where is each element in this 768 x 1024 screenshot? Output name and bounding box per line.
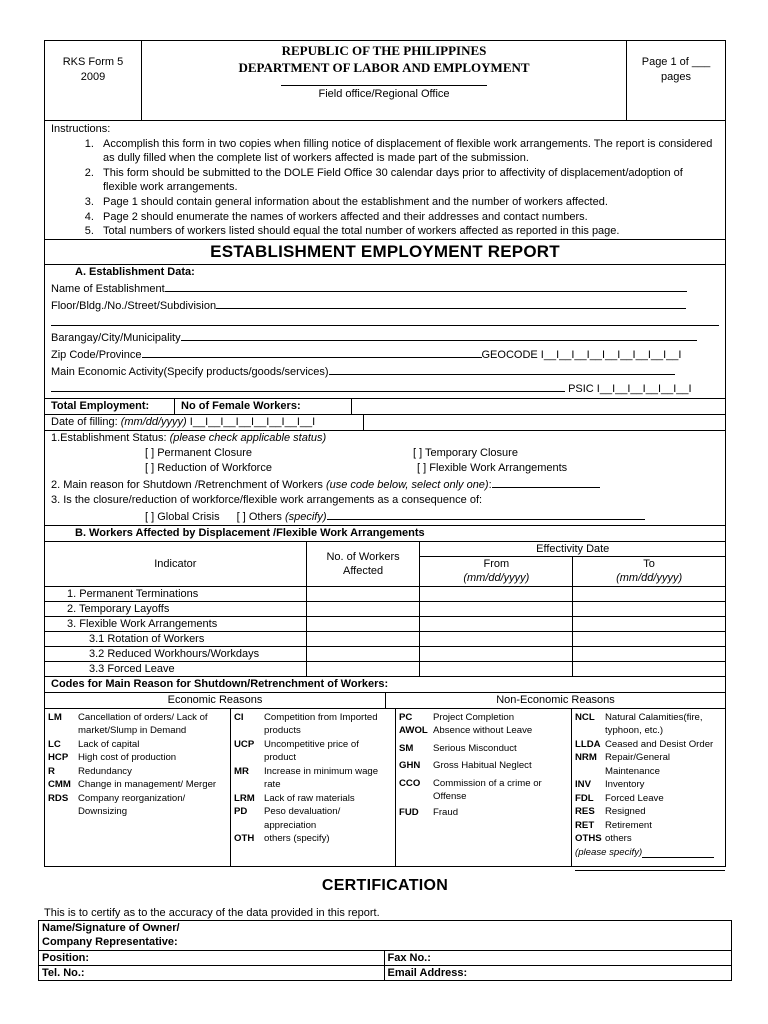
from-cell[interactable] [420,661,573,676]
code-item: CCO Commission of a crime or Offense [399,777,542,803]
col-to [573,556,726,586]
instruction-item: 2. This form should be submitted to the DOLE Field Office 30 calendar days prior to affectivity of displacement/adoption of flexible work arrangements. [97,166,719,195]
address-field-2[interactable] [51,314,719,326]
instruction-item: 4. Page 2 should enumerate the names of workers affected and their addresses and contact numbers. [97,210,719,225]
report-title: ESTABLISHMENT EMPLOYMENT REPORT [44,240,726,265]
establishment-name-label: Name of Establishment [51,282,165,295]
col-from-label: From [483,557,510,570]
code-item-specify: (please specify) [575,846,725,860]
employment-blank[interactable] [352,399,725,414]
date-filing-cell[interactable] [45,415,364,430]
certification-table [38,920,732,981]
from-cell[interactable] [420,616,573,631]
workers-affected-table [44,542,726,677]
form-header [44,40,726,121]
code-item: OTH others (specify) [234,833,330,845]
code-item: PD Peso devaluation/ appreciation [234,806,341,831]
to-cell[interactable] [573,646,726,661]
codes-headers [44,693,726,709]
employment-row [44,399,726,415]
status-row [51,431,719,446]
email-field[interactable]: Email Address: [384,965,732,980]
zip-label: Zip Code/Province [51,348,142,361]
from-cell[interactable] [420,631,573,646]
female-workers-label[interactable]: No of Female Workers: [175,399,352,414]
to-cell[interactable] [573,616,726,631]
certification-title: CERTIFICATION [321,876,449,894]
temporary-closure-checkbox[interactable]: [ ] Temporary Closure [413,446,518,459]
col-workers-affected-line2: Affected [342,564,384,577]
to-cell[interactable] [573,601,726,616]
code-item: UCP Uncompetitive price of product [234,738,359,764]
col-effectivity-date: Effectivity Date [420,542,726,557]
activity-label: Main Economic Activity(Specify products/goods/services) [51,365,329,378]
col-workers-affected-line1: No. of Workers [326,550,400,563]
workers-cell[interactable] [306,586,420,601]
page-count-cell [626,41,725,120]
row-temporary-layoffs: 2. Temporary Layoffs [45,601,307,616]
row-flexible-work: 3. Flexible Work Arrangements [45,616,307,631]
code-item: RDS Company reorganization/ Downsizing [48,792,186,818]
codes-col-1 [45,709,231,866]
from-cell[interactable] [420,601,573,616]
instruction-item: 1. Accomplish this form in two copies when filling notice of displacement of flexible work arrangements. The report is considered as dully filled when the complete list of workers affected is made part of the submission. [97,137,719,166]
date-filing-boxes[interactable]: I__I__I__I__I__I__I__I__I [189,415,316,428]
activity-field[interactable] [329,363,675,375]
form-year: 2009 [80,71,106,83]
economic-reasons-header: Economic Reasons [45,693,386,708]
zip-field[interactable] [142,346,482,358]
address-field[interactable] [216,297,686,309]
others-field[interactable] [327,508,645,520]
activity-field-2[interactable] [51,380,565,392]
total-employment-label[interactable]: Total Employment: [45,399,175,414]
address-row [51,297,719,314]
codes-title: Codes for Main Reason for Shutdown/Retrenchment of Workers: [44,677,726,693]
status-label: 1.Establishment Status: [51,431,167,444]
to-cell[interactable] [573,661,726,676]
date-filing-row [44,415,726,431]
codes-col-3 [396,709,572,866]
reason-label: 2. Main reason for Shutdown /Retrenchment of Workers [51,478,323,491]
row-reduced-workhours: 3.2 Reduced Workhours/Workdays [45,646,307,661]
barangay-field[interactable] [181,329,697,341]
row-permanent-terminations: 1. Permanent Terminations [45,586,307,601]
col-from [420,556,573,586]
workers-cell[interactable] [306,631,420,646]
to-cell[interactable] [573,631,726,646]
reduction-workforce-checkbox[interactable]: [ ] Reduction of Workforce [145,461,272,474]
zip-row [51,346,719,363]
from-cell[interactable] [420,586,573,601]
code-item: CMM Change in management/ Merger [48,779,217,791]
code-item: PC Project Completion [399,711,515,723]
establishment-name-row [51,280,719,297]
code-item: FDL Forced Leave [575,792,664,804]
instructions-block [44,121,726,240]
section-a-title: A. Establishment Data: [75,265,195,278]
activity-row [51,363,719,380]
geocode-label[interactable]: GEOCODE I__I__I__I__I__I__I__I__I__I [481,348,682,361]
row-forced-leave: 3.3 Forced Leave [45,661,307,676]
code-item: LC Lack of capital [48,738,140,750]
other-reason-field[interactable] [642,846,714,858]
instruction-item: 5. Total numbers of workers listed should equal the total number of workers affected as reported in this page. [97,224,719,239]
owner-label-line1: Name/Signature of Owner/ [42,921,180,934]
date-filing-blank [364,415,725,430]
reason-row: 2. Main reason for Shutdown /Retrenchment of Workers (use code below, select only one): [51,476,719,493]
form-code: RKS Form 5 [62,56,124,68]
form-code-cell [45,41,142,120]
from-cell[interactable] [420,646,573,661]
code-item: RET Retirement [575,819,652,831]
department-title: DEPARTMENT OF LABOR AND EMPLOYMENT [238,60,530,75]
flexible-work-checkbox[interactable]: [ ] Flexible Work Arrangements [417,461,568,474]
address-label: Floor/Bldg./No./Street/Subdivision [51,299,217,312]
form-page [44,40,726,981]
republic-title: REPUBLIC OF THE PHILIPPINES [281,43,487,58]
consequence-options-row [51,508,719,525]
col-workers-affected [306,542,420,587]
establishment-name-field[interactable] [165,280,687,292]
code-item: LRM Lack of raw materials [234,792,355,804]
workers-cell[interactable] [306,601,420,616]
code-item: MR Increase in minimum wage rate [234,765,379,791]
code-item: LM Cancellation of orders/ Lack of market/Slump in Demand [48,711,208,737]
code-item: CI Competition from Imported products [234,711,378,737]
workers-cell[interactable] [306,646,420,661]
date-filing-label: Date of filling: [51,415,118,428]
to-cell[interactable] [573,586,726,601]
others-checkbox[interactable]: [ ] Others [236,510,282,523]
code-item: GHN Gross Habitual Neglect [399,760,532,772]
barangay-row [51,329,719,346]
position-field[interactable]: Position: [39,950,385,965]
certification-text: This is to certify as to the accuracy of the data provided in this report. [44,906,380,919]
code-item: LLDA Ceased and Desist Order [575,738,714,750]
codes-col-4 [572,709,727,866]
page-of-label: Page 1 of ___ [641,56,711,68]
psic-label[interactable]: PSIC I__I__I__I__I__I__I [568,382,692,395]
code-item: NRM Repair/General Maintenance [575,752,671,777]
workers-cell[interactable] [306,616,420,631]
owner-label-line2: Company Representative: [42,935,178,948]
reason-hint: (use code below, select only one) [325,478,489,491]
code-item: OTHS others [575,833,632,845]
col-from-format: (mm/dd/yyyy) [463,571,530,584]
permanent-closure-checkbox[interactable]: [ ] Permanent Closure [145,446,252,459]
address-continuation-row [51,314,719,329]
row-rotation-workers: 3.1 Rotation of Workers [45,631,307,646]
other-reason-field-2[interactable] [575,859,725,871]
workers-cell[interactable] [306,661,420,676]
code-item: INV Inventory [575,779,645,791]
code-item: NCL Natural Calamities(fire, typhoon, etc.) [575,711,703,737]
psic-row [51,380,719,397]
col-indicator: Indicator [45,542,307,587]
col-to-format: (mm/dd/yyyy) [616,571,683,584]
status-hint: (please check applicable status) [169,431,327,444]
office-label: Field office/Regional Office [318,88,450,100]
date-filing-format: (mm/dd/yyyy) [120,415,187,428]
pages-label: pages [661,71,691,83]
tel-field[interactable]: Tel. No.: [39,965,385,980]
instructions-list [51,137,719,239]
header-title-cell [142,41,626,120]
code-item: FUD Fraud [399,806,459,818]
instructions-label: Instructions: [51,123,111,135]
reason-code-field[interactable] [492,476,600,488]
instruction-item: 3. Page 1 should contain general information about the establishment and the number of workers affected. [97,195,719,210]
code-item: RES Resigned [575,806,646,818]
fax-field[interactable]: Fax No.: [384,950,732,965]
code-item: SM Serious Misconduct [399,742,517,754]
section-b-title: B. Workers Affected by Displacement /Flexible Work Arrangements [44,526,726,542]
non-economic-reasons-header: Non-Economic Reasons [496,693,615,706]
code-item: HCP High cost of production [48,752,177,764]
status-options-row-2 [51,461,719,476]
code-item: R Redundancy [48,765,132,777]
status-options-row-1 [51,446,719,461]
global-crisis-checkbox[interactable]: [ ] Global Crisis [145,510,220,523]
col-to-label: To [643,557,655,570]
code-item: AWOL Absence without Leave [399,725,533,737]
others-hint: (specify) [284,510,327,523]
owner-signature-field[interactable] [39,920,732,950]
codes-col-2 [231,709,396,866]
barangay-label: Barangay/City/Municipality [51,331,181,344]
consequence-row: 3. Is the closure/reduction of workforce/flexible work arrangements as a consequence of: [51,493,483,506]
section-a-establishment-data [44,265,726,399]
codes-grid [44,709,726,867]
status-block [44,431,726,526]
